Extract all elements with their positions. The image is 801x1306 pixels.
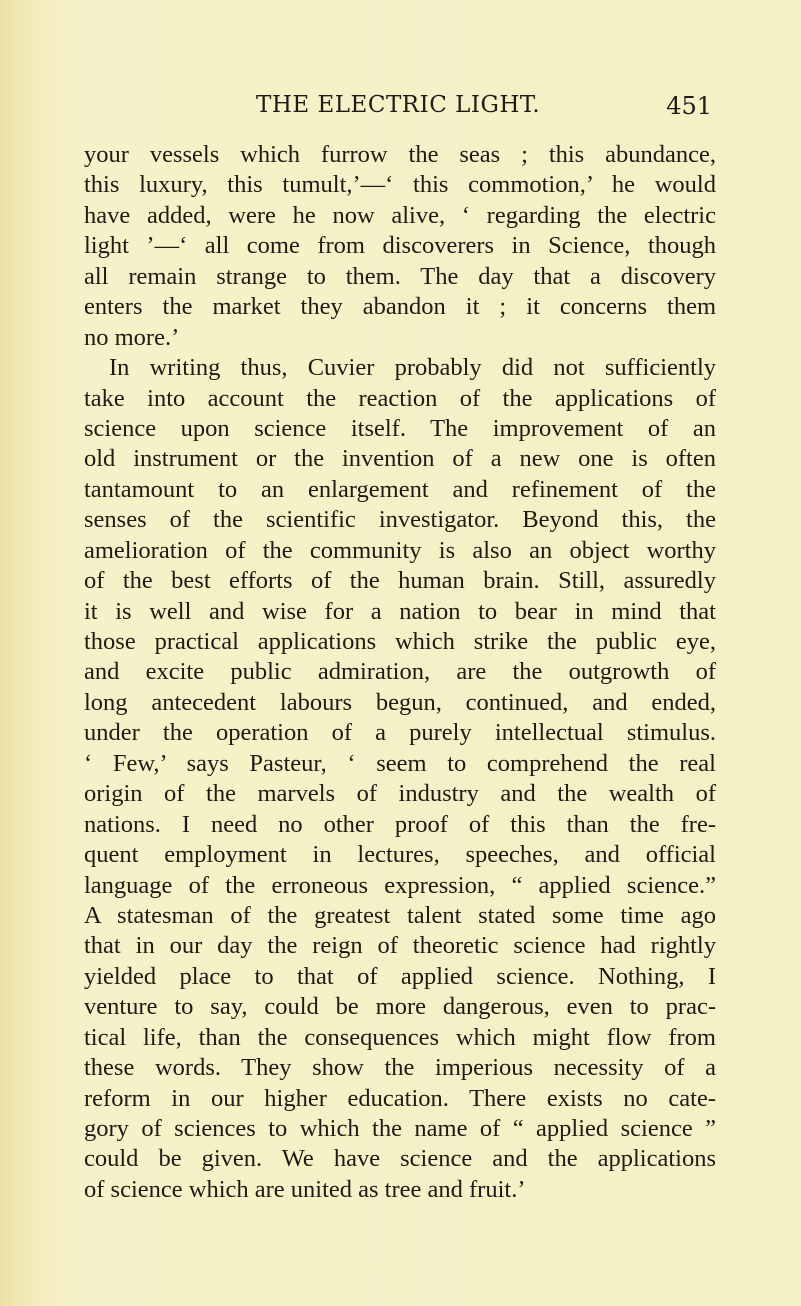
text-line: those practical applications which strike the public eye, [84, 628, 716, 655]
body-text [84, 140, 716, 1205]
text-line: ‘ Few,’ says Pasteur, ‘ seem to comprehend the real [84, 749, 716, 777]
text-line: quent employment in lectures, speeches, and official [84, 841, 716, 869]
page-header [84, 92, 712, 132]
running-title: THE ELECTRIC LIGHT. [256, 92, 541, 118]
text-line: of the best efforts of the human brain. Still, assuredly [84, 567, 716, 595]
text-line: that in our day the reign of theoretic science had rightly [84, 932, 716, 960]
text-line: language of the erroneous expression, “ applied science.” [84, 871, 716, 899]
text-line: tantamount to an enlargement and refinement of the [84, 475, 716, 503]
text-line: this luxury, this tumult,’—‘ this commotion,’ he would [84, 171, 716, 199]
text-line: enters the market they abandon it ; it concerns them [84, 293, 716, 321]
text-line: reform in our higher education. There exists no cate- [84, 1084, 716, 1112]
text-line: no more.’ [84, 323, 180, 351]
page-number: 451 [666, 92, 712, 120]
text-line: yielded place to that of applied science. Nothing, I [84, 962, 716, 990]
text-line: of science which are united as tree and fruit.’ [84, 1175, 526, 1203]
text-line: it is well and wise for a nation to bear in mind that [84, 597, 716, 625]
text-line: take into account the reaction of the applications of [84, 384, 716, 412]
text-line: gory of sciences to which the name of “ applied science ” [84, 1115, 716, 1142]
text-line: these words. They show the imperious necessity of a [84, 1054, 716, 1082]
text-line: and excite public admiration, are the outgrowth of [84, 658, 716, 686]
text-line: light ’—‘ all come from discoverers in Science, though [84, 232, 716, 260]
text-line: nations. I need no other proof of this than the fre- [84, 810, 716, 838]
text-line: tical life, than the consequences which might flow from [84, 1023, 716, 1051]
text-line: your vessels which furrow the seas ; this abundance, [84, 141, 716, 168]
text-line: old instrument or the invention of a new one is often [84, 445, 716, 473]
text-line: amelioration of the community is also an object worthy [84, 536, 716, 564]
text-line: could be given. We have science and the applications [84, 1145, 716, 1173]
text-line: long antecedent labours begun, continued, and ended, [84, 688, 716, 716]
text-line: science upon science itself. The improvement of an [84, 414, 716, 442]
text-line: origin of the marvels of industry and the wealth of [84, 780, 716, 808]
text-line: under the operation of a purely intellectual stimulus. [84, 719, 716, 747]
text-line: all remain strange to them. The day that a discovery [84, 262, 716, 290]
text-line: senses of the scientific investigator. Beyond this, the [84, 506, 716, 534]
text-line: A statesman of the greatest talent stated some time ago [84, 901, 716, 929]
text-line: In writing thus, Cuvier probably did not sufficiently [109, 354, 716, 382]
text-line: venture to say, could be more dangerous, even to prac- [84, 993, 716, 1021]
text-line: have added, were he now alive, ‘ regarding the electric [84, 201, 716, 229]
